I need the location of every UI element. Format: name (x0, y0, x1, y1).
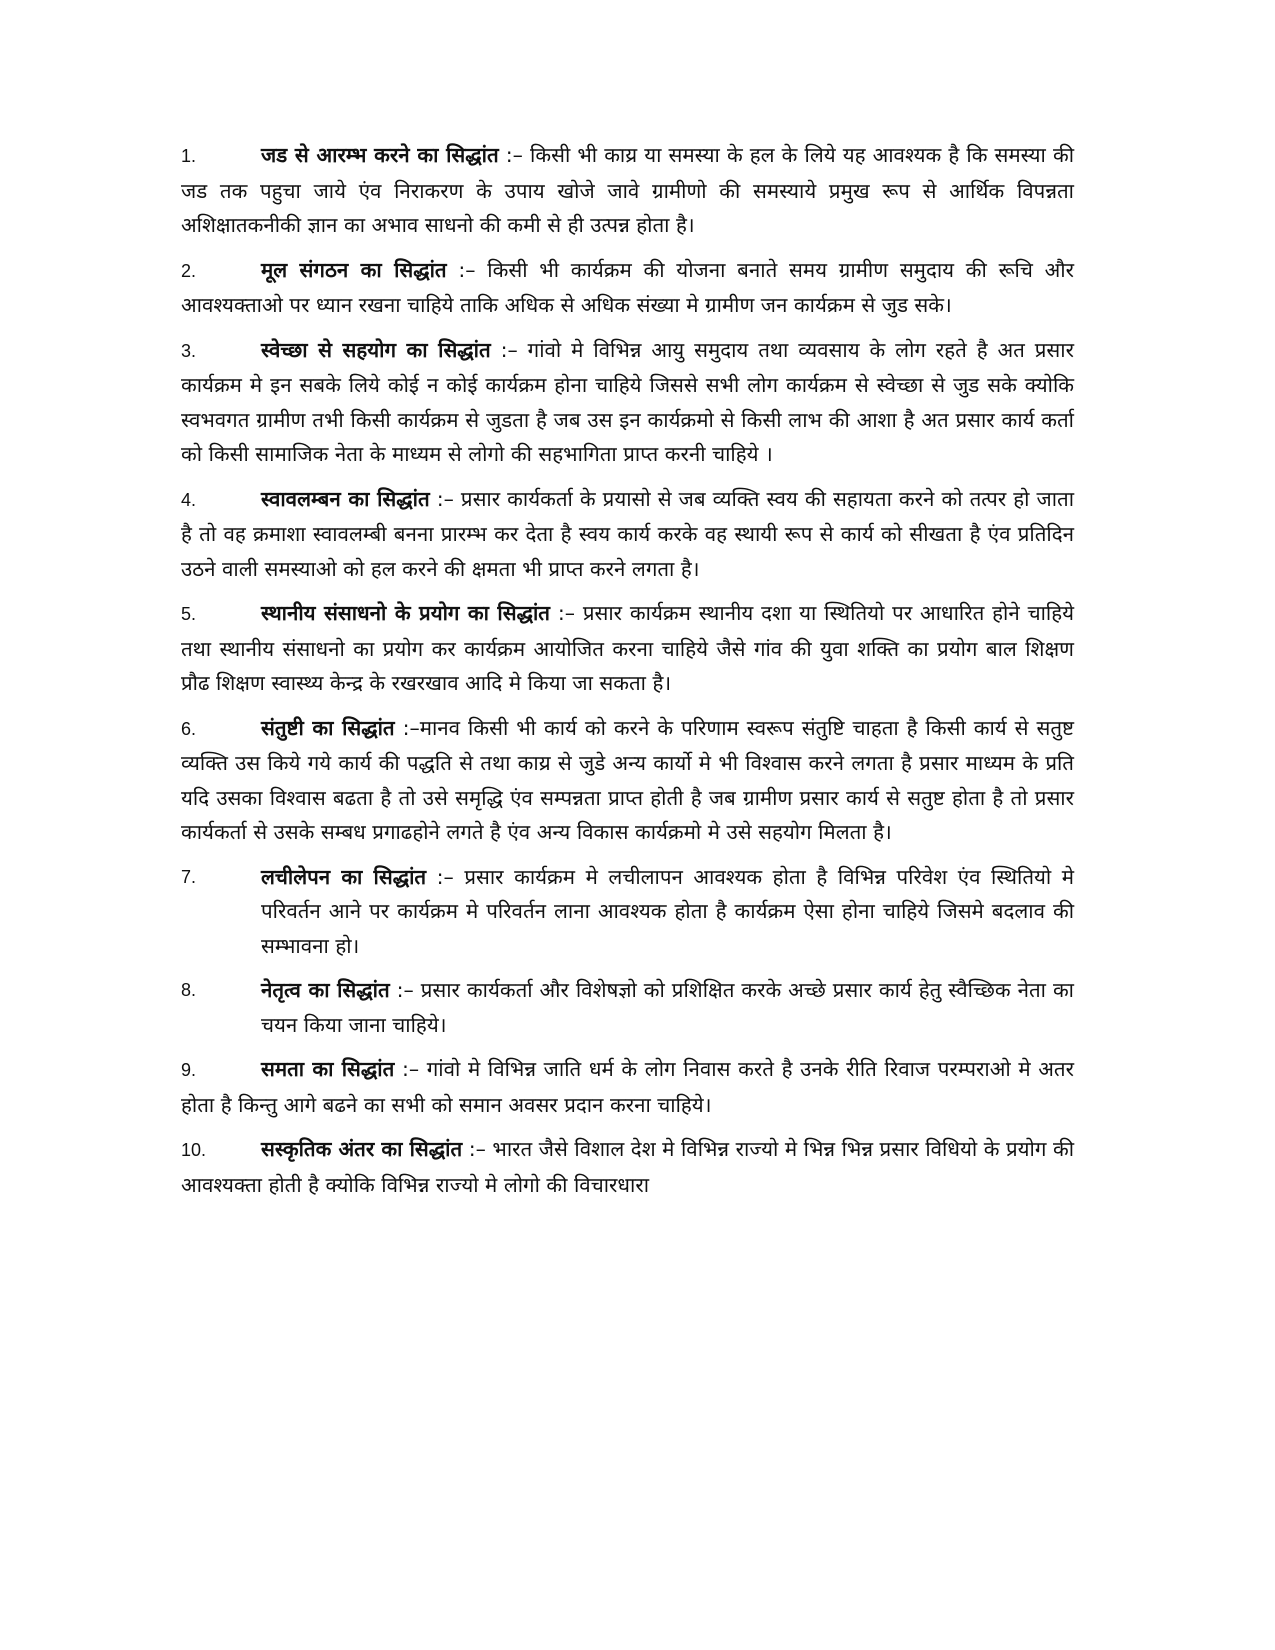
principle-item (181, 253, 1074, 323)
principle-text: :– गांवो मे विभिन्न आयु समुदाय तथा व्यवसाय के लोग रहते है अत प्रसार कार्यक्रम मे इन सबके लिये कोई न कोई कार्यक्रम होना चाहिये जिससे सभी लोग कार्यक्रम से स्वेच्छा से जुड सके क्योकि स्वभवगत ग्रामीण तभी किसी कार्यक्रम से जुडता है जब उस इन कार्यक्रमो से किसी लाभ की आशा है अत प्रसार कार्य कर्ता को किसी सामाजिक नेता के माध्यम से लोगो की सहभागिता प्राप्त करनी चाहिये । (181, 337, 1074, 466)
principle-heading: लचीलेपन का सिद्धांत (261, 864, 427, 889)
principle-heading: सस्कृतिक अंतर का सिद्धांत (261, 1137, 463, 1161)
principle-item (181, 711, 1074, 850)
principle-text: :– प्रसार कार्यकर्ता और विशेषज्ञो को प्रशिक्षित करके अच्छे प्रसार कार्य हेतु स्वैच्छिक नेता का चयन किया जाना चाहिये। (261, 978, 1074, 1037)
principle-heading: मूल संगठन का सिद्धांत (261, 257, 447, 282)
item-number: 3. (181, 340, 197, 361)
item-number: 9. (181, 1060, 197, 1080)
principle-item (181, 138, 1074, 243)
principle-item (181, 333, 1074, 472)
principle-item (181, 860, 1074, 964)
principle-heading: नेतृत्व का सिद्धांत (261, 978, 390, 1002)
item-number: 8. (181, 980, 197, 1000)
principle-item (181, 1132, 1074, 1202)
principle-heading: स्थानीय संसाधनो के प्रयोग का सिद्धांत (261, 601, 550, 625)
item-number: 4. (181, 489, 197, 510)
principle-text: :– प्रसार कार्यकर्ता के प्रयासो से जब व्यक्ति स्वय की सहायता करने को तत्पर हो जाता है तो वह क्रमाशा स्वावलम्बी बनना प्रारम्भ कर देता है स्वय कार्य करके वह स्थायी रूप से कार्य को सीखता है एंव प्रतिदिन उठने वाली समस्याओ को हल करने की क्षमता भी प्राप्त करने लगता है। (181, 486, 1075, 581)
item-number: 10. (181, 1140, 207, 1160)
principle-item (181, 1052, 1074, 1122)
item-number: 5. (181, 604, 197, 624)
principle-text: :– प्रसार कार्यक्रम मे लचीलापन आवश्यक होता है विभिन्न परिवेश एंव स्थितियो मे परिवर्तन आने पर कार्यक्रम मे परिवर्तन लाना आवश्यक होता है कार्यक्रम ऐसा होना चाहिये जिसमे बदलाव की सम्भावना हो। (261, 864, 1075, 958)
principle-text: :– गांवो मे विभिन्न जाति धर्म के लोग निवास करते है उनके रीति रिवाज परम्पराओ मे अतर होता है किन्तु आगे बढने का सभी को समान अवसर प्रदान करना चाहिये। (181, 1057, 1074, 1117)
principle-text: :– प्रसार कार्यक्रम स्थानीय दशा या स्थितियो पर आधारित होने चाहिये तथा स्थानीय संसाधनो का प्रयोग कर कार्यक्रम आयोजित करना चाहिये जैसे गांव की युवा शक्ति का प्रयोग बाल शिक्षण प्रौढ शिक्षण स्वास्थ्य केन्द्र के रखरखाव आदि मे किया जा सकता है। (181, 601, 1074, 695)
item-number: 7. (181, 866, 197, 887)
item-number: 2. (181, 260, 197, 281)
principle-text: :–मानव किसी भी कार्य को करने के परिणाम स्वरूप संतुष्टि चाहता है किसी कार्य से सतुष्ट व्यक्ति उस किये गये कार्य की पद्धति से तथा काय्र से जुडे अन्य कार्यो मे भी विश्वास करने लगता है प्रसार माध्यम के प्रति यदि उसका विश्वास बढता है तो उसे समृद्धि एंव सम्पन्नता प्राप्त होती है जब ग्रामीण प्रसार कार्य से सतुष्ट होता है तो प्रसार कार्यकर्ता से उसके सम्बध प्रगाढहोने लगते है एंव अन्य विकास कार्यक्रमो मे उसे सहयोग मिलता है। (181, 715, 1075, 844)
principle-heading: समता का सिद्धांत (261, 1057, 395, 1081)
principle-text: :– किसी भी कार्यक्रम की योजना बनाते समय ग्रामीण समुदाय की रूचि और आवश्यक्ताओ पर ध्यान रखना चाहिये ताकि अधिक से अधिक संख्या मे ग्रामीण जन कार्यक्रम से जुड सके। (181, 257, 1074, 317)
item-number: 6. (181, 718, 197, 739)
principle-heading: जड से आरम्भ करने का सिद्धांत (261, 143, 499, 167)
principle-heading: स्वावलम्बन का सिद्धांत (261, 486, 430, 511)
item-number: 1. (181, 146, 197, 166)
principle-text: :– किसी भी काय्र या समस्या के हल के लिये यह आवश्यक है कि समस्या की जड तक पहुचा जाये एंव निराकरण के उपाय खोजे जावे ग्रामीणो की समस्याये प्रमुख रूप से आर्थिक विपन्नता अशिक्षातकनीकी ज्ञान का अभाव साधनो की कमी से ही उत्पन्न होता है। (181, 143, 1075, 237)
document-body (181, 138, 1074, 1212)
principle-item (181, 973, 1074, 1042)
principle-heading: स्वेच्छा से सहयोग का सिद्धांत (261, 337, 491, 362)
principle-heading: संतुष्टी का सिद्धांत (261, 715, 395, 740)
principle-text: :– भारत जैसे विशाल देश मे विभिन्न राज्यो मे भिन्न भिन्न प्रसार विधियो के प्रयोग की आवश्यक्ता होती है क्योकि विभिन्न राज्यो मे लोगो की विचारधारा (181, 1137, 1075, 1197)
principle-item (181, 596, 1074, 701)
principle-item (181, 482, 1074, 587)
